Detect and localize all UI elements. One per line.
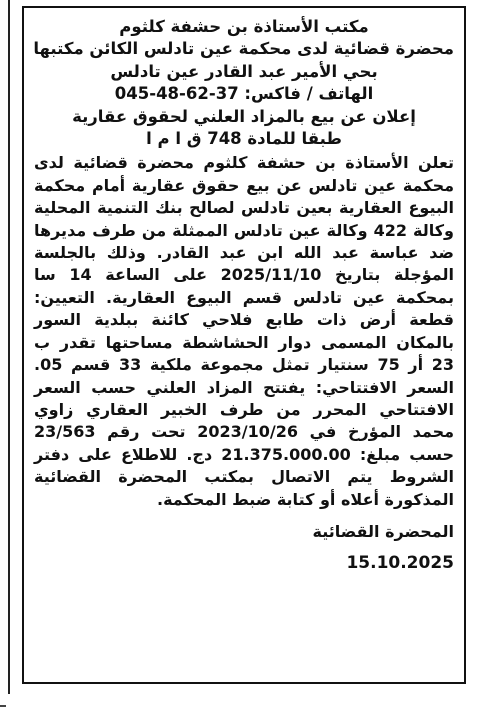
office-phone: الهاتف / فاكس: 37-62-48-045 <box>114 84 374 104</box>
notice-legal-reference: طبقا للمادة 748 ق ا م ا <box>146 129 342 149</box>
office-name: مكتب الأستاذة بن حشفة كلثوم <box>119 17 369 36</box>
page-edge-mark <box>0 705 6 707</box>
notice-date: 15.10.2025 <box>346 552 454 573</box>
column-divider <box>8 0 10 694</box>
office-title: محضرة قضائية لدى محكمة عين تادلس الكائن مكتبها <box>33 39 454 59</box>
auction-notice-box <box>22 6 466 684</box>
notice-body: تعلن الأستاذة بن حشفة كلثوم محضرة قضائية لدى محكمة عين تادلس عن بيع حقوق عقارية أمام محكمة البيوع العقارية بعين تادلس لصالح بنك التنمية المحلية وكالة 422 وكالة عين تادلس الممثلة من طرف مديرها ضد عباسة عبد الله ابن عبد القادر. وذلك بالجلسة المؤجلة بتاريخ 2025/11/10 على الساعة 14 سا بمحكمة عين تادلس قسم البيوع العقارية. التعيين: قطعة أرض ذات طابع فلاحي كائنة ببلدية السور بالمكان المسمى دوار الحشاشطة مساحتها تقدر ب 23 أر 75 سنتيار تمثل مجموعة ملكية 33 قسم 05. السعر الافتتاحي: يفتتح المزاد العلني حسب السعر الافتتاحي المحرر من طرف الخبير العقاري زاوي محمد المؤرخ في 2023/10/26 تحت رقم 23/563 حسب مبلغ: 21.375.000.00 دج. للاطلاع على دفتر الشروط يتم الاتصال بمكتب المحضرة القضائية المذكورة أعلاه أو كتابة ضبط المحكمة. <box>34 153 455 509</box>
notice-title: إعلان عن بيع بالمزاد العلني لحقوق عقارية <box>72 106 416 126</box>
office-address: بحي الأمير عبد القادر عين تادلس <box>110 61 378 81</box>
signature: المحضرة القضائية <box>312 521 454 541</box>
